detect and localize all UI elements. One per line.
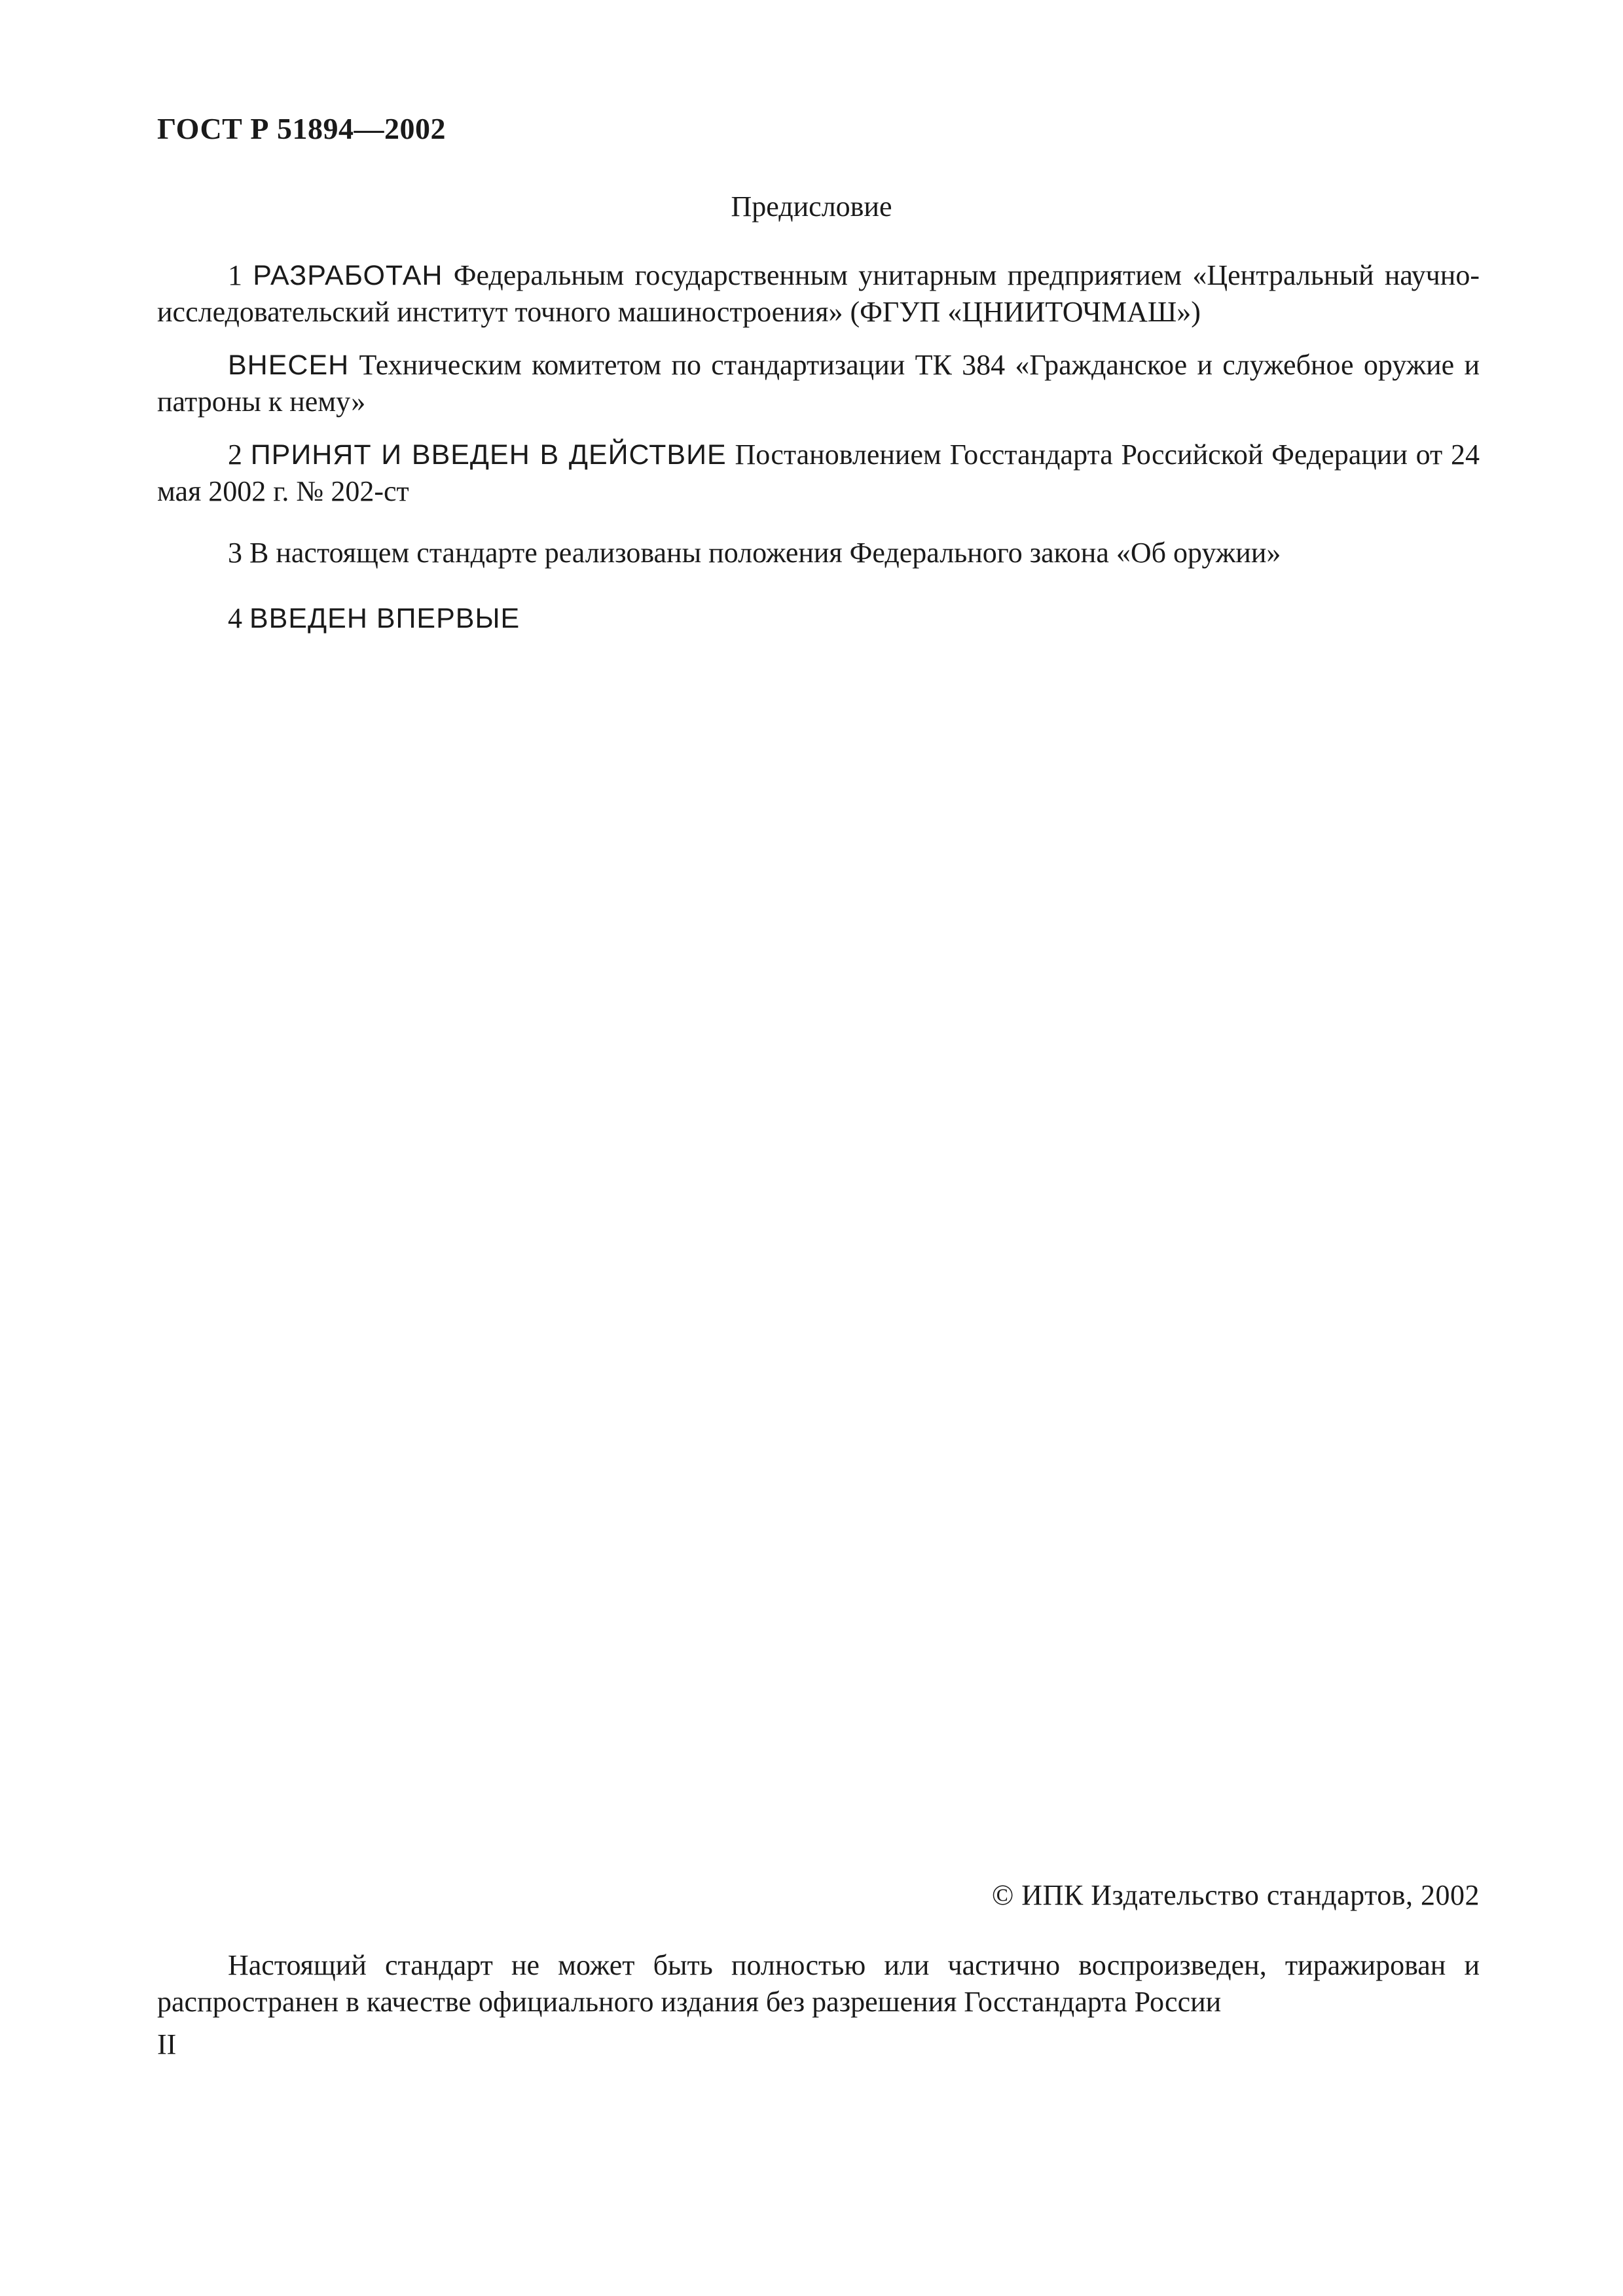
foreword-item-submitted — [157, 347, 1480, 420]
item-number: 2 — [228, 439, 242, 471]
item-text: Техническим комитетом по стандартизации ТК 384 «Гражданское и служебное оружие и патроны к нему» — [157, 349, 1480, 418]
item-text: Федеральным государственным унитарным предприятием «Центральный научно-исследовательский институт точного машиностроения» (ФГУП «ЦНИИТОЧМАШ») — [157, 259, 1480, 328]
foreword-item-4 — [157, 600, 1480, 637]
foreword-item-2 — [157, 437, 1480, 510]
foreword-item-1 — [157, 257, 1480, 331]
item-caps-label: ПРИНЯТ И ВВЕДЕН В ДЕЙСТВИЕ — [250, 439, 727, 471]
item-number: 1 — [228, 259, 242, 291]
section-title: Предисловие — [731, 190, 892, 223]
item-caps-label: РАЗРАБОТАН — [253, 260, 443, 291]
item-number: 3 — [228, 537, 242, 569]
item-caps-label: ВНЕСЕН — [228, 350, 350, 381]
item-text: В настоящем стандарте реализованы положения Федерального закона «Об оружии» — [249, 537, 1281, 569]
item-text: Постановлением Госстандарта Российской Федерации от 24 мая 2002 г. № 202-ст — [157, 439, 1480, 507]
copyright-line: © ИПК Издательство стандартов, 2002 — [991, 1879, 1480, 1911]
standard-code-header: ГОСТ Р 51894—2002 — [157, 112, 446, 145]
item-caps-label: ВВЕДЕН ВПЕРВЫЕ — [249, 603, 520, 634]
foreword-item-3 — [157, 535, 1480, 571]
page-number: II — [157, 2028, 177, 2060]
item-number: 4 — [228, 602, 242, 634]
reproduction-notice: Настоящий стандарт не может быть полностью или частично воспроизведен, тиражирован и распространен в качестве официального издания без разрешения Госстандарта России — [157, 1949, 1480, 2018]
